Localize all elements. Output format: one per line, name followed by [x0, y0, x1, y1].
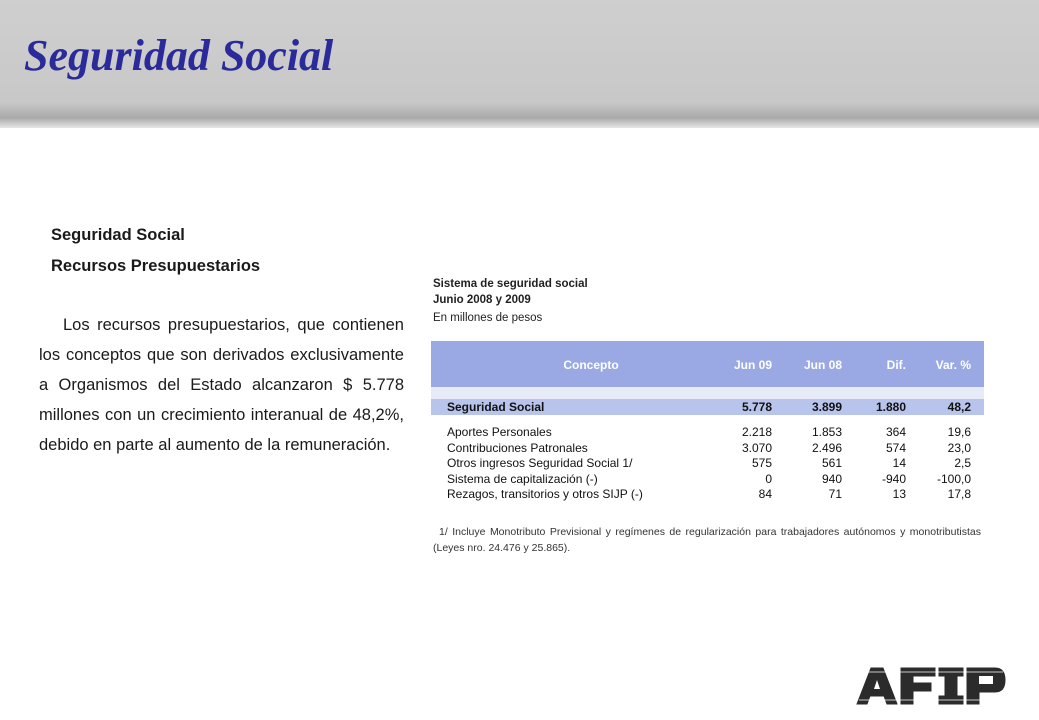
row-jun08: 1.853 [811, 425, 842, 439]
row-dif: 13 [892, 487, 906, 501]
row-name: Rezagos, transitorios y otros SIJP (-) [447, 487, 643, 501]
row-name: Contribuciones Patronales [447, 440, 588, 455]
table-row [431, 487, 984, 503]
header-jun09: Jun 09 [733, 358, 772, 372]
header-bar [0, 0, 1039, 128]
data-table [431, 341, 984, 503]
header-dif: Dif. [886, 358, 906, 372]
table-caption-units: En millones de pesos [433, 312, 543, 324]
summary-jun08: 3.899 [811, 400, 842, 414]
body-paragraph: Los recursos presupuestarios, que contienen los conceptos que son derivados exclusivamente a Organismos del Estado alcanzaron $ 5.778 millones con un crecimiento interanual de 48,2%, debido en parte al aumento de la remuneración. [39, 316, 404, 454]
row-var: 17,8 [947, 487, 971, 501]
header-jun08: Jun 08 [803, 358, 842, 372]
row-jun08: 71 [828, 487, 842, 501]
section-subtitle: Recursos Presupuestarios [51, 257, 261, 275]
row-name: Otros ingresos Seguridad Social 1/ [447, 456, 633, 470]
row-var: 2,5 [954, 456, 971, 470]
row-jun08: 2.496 [811, 440, 842, 455]
row-name: Aportes Personales [447, 425, 552, 439]
table-row [431, 441, 984, 457]
summary-jun09: 5.778 [741, 400, 772, 414]
page-title: Seguridad Social [24, 31, 334, 80]
row-jun09: 84 [758, 487, 772, 501]
table-header-row [431, 341, 984, 387]
row-var: -100,0 [936, 471, 971, 486]
summary-name: Seguridad Social [447, 400, 545, 414]
row-jun09: 3.070 [741, 440, 772, 455]
header-var: Var. % [935, 358, 971, 372]
table-spacer [431, 415, 984, 425]
table-row [431, 456, 984, 472]
afip-logo [855, 664, 1007, 706]
row-dif: 574 [885, 440, 906, 455]
row-var: 23,0 [947, 440, 971, 455]
summary-dif: 1.880 [875, 400, 906, 414]
table-caption-period: Junio 2008 y 2009 [433, 294, 531, 306]
table-footnote: 1/ Incluye Monotributo Previsional y regímenes de regularización para trabajadores autónomos y monotributistas (Leyes nro. 24.476 y 25.865). [433, 526, 981, 554]
summary-var: 48,2 [947, 400, 971, 414]
table-caption-title: Sistema de seguridad social [433, 278, 588, 290]
table-spacer [431, 387, 984, 399]
row-name: Sistema de capitalización (-) [447, 471, 598, 486]
row-dif: -940 [881, 471, 906, 486]
row-jun09: 2.218 [741, 425, 772, 439]
header-concepto: Concepto [563, 358, 619, 372]
row-jun09: 0 [765, 471, 772, 486]
section-title: Seguridad Social [51, 226, 185, 244]
row-jun09: 575 [751, 456, 772, 470]
row-jun08: 561 [821, 456, 842, 470]
row-jun08: 940 [821, 471, 842, 486]
table-row [431, 472, 984, 488]
row-var: 19,6 [947, 425, 971, 439]
row-dif: 364 [885, 425, 906, 439]
table-summary-row [431, 399, 984, 415]
table-row [431, 425, 984, 441]
row-dif: 14 [892, 456, 906, 470]
